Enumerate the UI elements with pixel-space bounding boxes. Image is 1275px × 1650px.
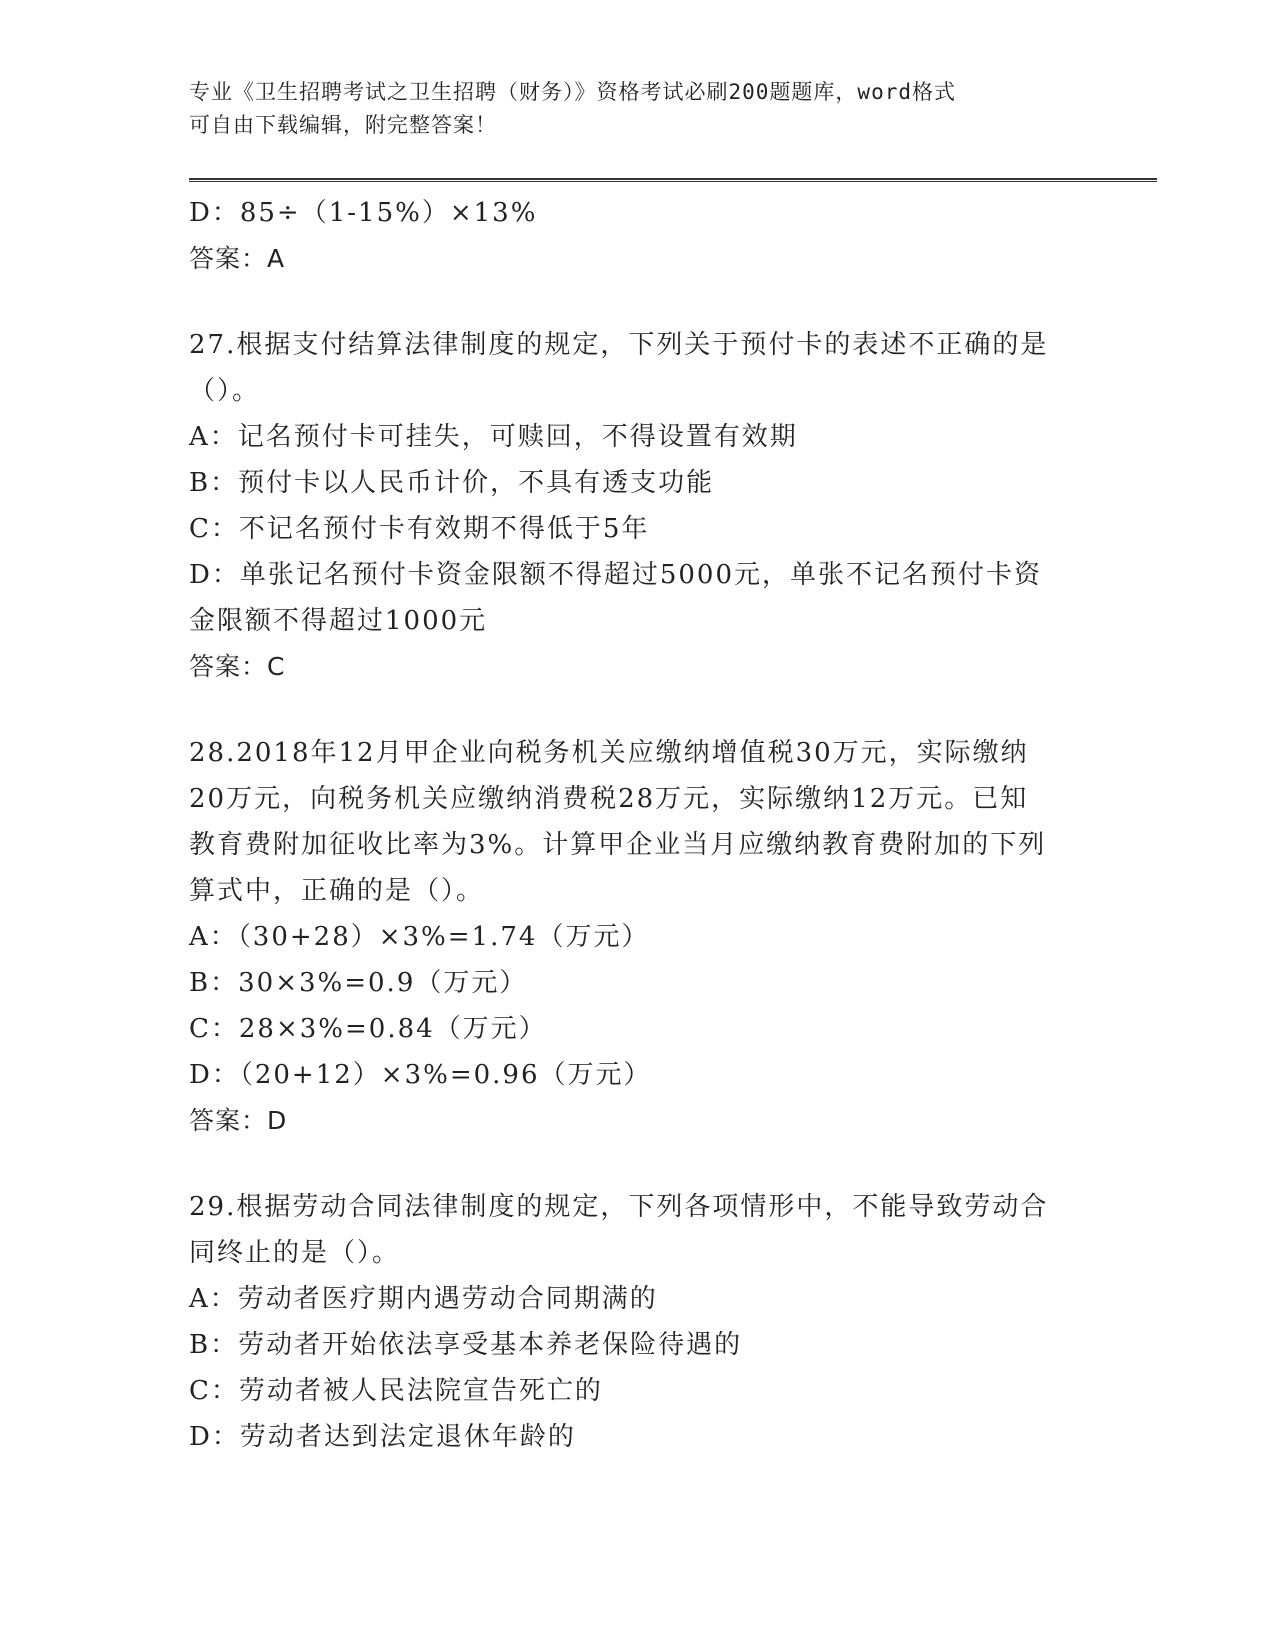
option-d-continued: 金限额不得超过1000元 xyxy=(189,606,488,636)
option-b: B：预付卡以人民币计价，不具有透支功能 xyxy=(189,468,715,498)
question-stem-line: 28.2018年12月甲企业向税务机关应缴纳增值税30万元，实际缴纳 xyxy=(189,738,1029,768)
option-c: C：劳动者被人民法院宣告死亡的 xyxy=(189,1376,603,1406)
header-divider xyxy=(189,178,1157,182)
answer-line: 答案：A xyxy=(189,244,286,273)
option-d: D：单张记名预付卡资金限额不得超过5000元，单张不记名预付卡资 xyxy=(189,560,1043,590)
option-a: A：（30+28）×3%=1.74（万元） xyxy=(189,922,650,952)
header-line-1: 专业《卫生招聘考试之卫生招聘（财务）》资格考试必刷200题题库，word格式 xyxy=(189,80,956,104)
question-stem-line: 29.根据劳动合同法律制度的规定，下列各项情形中，不能导致劳动合 xyxy=(189,1192,1049,1222)
question-stem-line: 20万元，向税务机关应缴纳消费税28万元，实际缴纳12万元。已知 xyxy=(189,784,1029,814)
option-c: C：28×3%=0.84（万元） xyxy=(189,1014,547,1044)
question-stem-line: （）。 xyxy=(189,376,261,406)
option-d: D：85÷（1-15%）×13% xyxy=(189,198,538,228)
answer-line: 答案：D xyxy=(189,1106,288,1135)
page-header xyxy=(189,76,1089,142)
question-stem-line: 算式中，正确的是（）。 xyxy=(189,876,485,906)
option-d: D：（20+12）×3%=0.96（万元） xyxy=(189,1060,652,1090)
answer-line: 答案：C xyxy=(189,652,286,681)
question-27 xyxy=(189,322,1089,690)
option-b: B：30×3%=0.9（万元） xyxy=(189,968,528,998)
header-line-2: 可自由下载编辑，附完整答案！ xyxy=(189,113,497,137)
question-stem-line: 教育费附加征收比率为3%。计算甲企业当月应缴纳教育费附加的下列 xyxy=(189,830,1047,860)
question-stem-line: 同终止的是（）。 xyxy=(189,1238,401,1268)
question-28 xyxy=(189,730,1089,1144)
previous-question-tail xyxy=(189,190,1089,282)
option-a: A：劳动者医疗期内遇劳动合同期满的 xyxy=(189,1284,658,1314)
document-body xyxy=(189,190,1089,1460)
option-c: C：不记名预付卡有效期不得低于5年 xyxy=(189,514,650,544)
question-29 xyxy=(189,1184,1089,1460)
option-d: D：劳动者达到法定退休年龄的 xyxy=(189,1422,576,1452)
option-a: A：记名预付卡可挂失，可赎回，不得设置有效期 xyxy=(189,422,798,452)
option-b: B：劳动者开始依法享受基本养老保险待遇的 xyxy=(189,1330,743,1360)
question-stem-line: 27.根据支付结算法律制度的规定，下列关于预付卡的表述不正确的是 xyxy=(189,330,1049,360)
